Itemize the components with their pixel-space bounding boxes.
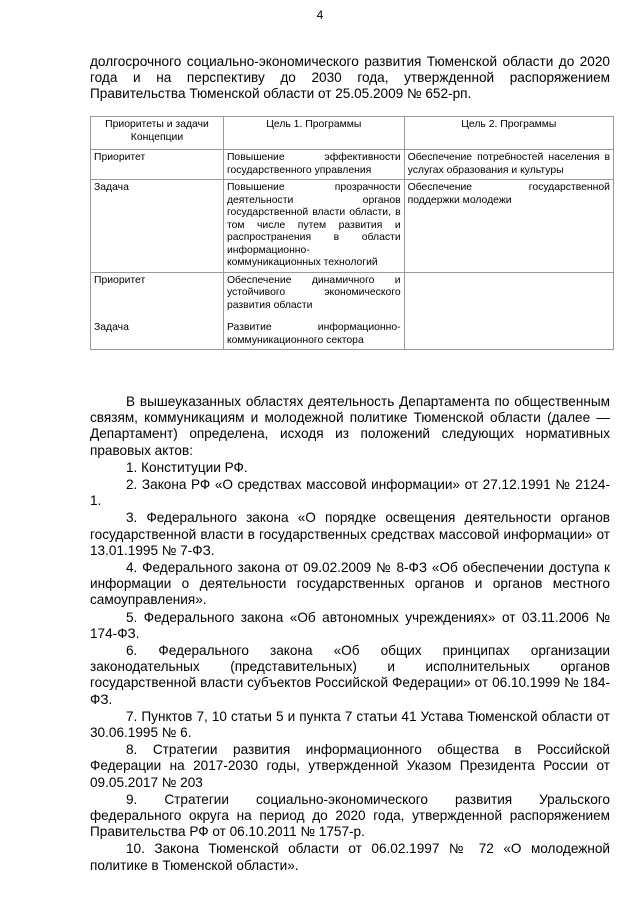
list-item: 5. Федерального закона «Об автономных учреждениях» от 03.11.2006 № 174-ФЗ. [90,609,610,641]
paragraph-intro: В вышеуказанных областях деятельность Департамента по общественным связям, коммуникациям и молодежной политике Тюменской области (далее — Департамент) определена, исходя из положений следующих нормативных правовых актов: [90,394,610,458]
table-cell: Повышение эффективности государственного управления [223,150,404,180]
table-cell [404,272,613,320]
list-item: 9. Стратегии социально-экономического развития Уральского федерального округа на период до 2020 года, утвержденной распоряжением Правительства РФ от 06.10.2011 № 1757-р. [90,791,610,840]
table-row [91,180,614,273]
list-item: 1. Конституции РФ. [126,459,248,475]
table-cell: Обеспечение динамичного и устойчивого экономического развития области [223,272,404,320]
intro-text: долгосрочного социально-экономического развития Тюменской области до 2020 года и на перспективу до 2030 года, утвержденной распоряжением Правительства Тюменской области от 25.05.2009 № 652-рп. [90,54,610,101]
table-row [91,150,614,180]
list-item: 7. Пунктов 7, 10 статьи 5 и пункта 7 статьи 41 Устава Тюменской области от 30.06.1995 № 6. [90,708,610,741]
intro-paragraph [90,54,610,102]
table-cell: Обеспечение потребностей населения в услугах образования и культуры [404,150,613,180]
page-number: 4 [316,8,324,22]
table-cell: Приоритет [91,272,224,320]
list-item: 2. Закона РФ «О средствах массовой информации» от 27.12.1991 № 2124-1. [90,477,610,509]
table-cell [404,320,613,350]
table-header-priorities: Приоритеты и задачи Концепции [91,117,224,150]
table-cell: Задача [91,180,224,273]
list-item: 10. Закона Тюменской области от 06.02.1997 № 72 «О молодежной политике в Тюменской области». [90,841,610,873]
table-row [91,272,614,320]
table-cell: Задача [91,320,224,350]
table-header-goal1: Цель 1. Программы [223,117,404,150]
legal-acts-section [90,394,610,875]
table-cell: Приоритет [91,150,224,180]
list-item: 4. Федерального закона от 09.02.2009 № 8-ФЗ «Об обеспечении доступа к информации о деятельности государственных органов и органов местного самоуправления». [90,560,610,608]
table-header-row [91,117,614,150]
list-item: 3. Федерального закона «О порядке освещения деятельности органов государственной власти в государственных средствах массовой информации» от 13.01.1995 № 7-ФЗ. [90,510,610,558]
table-cell: Повышение прозрачности деятельности органов государственной власти области, в том числе путем развития и распространения в области информационно-коммуникационных технологий [223,180,404,273]
concept-table [90,116,614,350]
table-cell: Обеспечение государственной поддержки молодежи [404,180,613,273]
list-item: 6. Федерального закона «Об общих принципах организации законодательных (представительных) и исполнительных органов государственной власти субъектов Российской Федерации» от 06.10.1999 № 184-ФЗ. [90,643,610,707]
table-header-goal2: Цель 2. Программы [404,117,613,150]
list-item: 8. Стратегии развития информационного общества в Российской Федерации на 2017-2030 годы, утвержденной Указом Президента России от 09.05.2017 № 203 [90,742,610,790]
table-cell: Развитие информационно-коммуникационного сектора [223,320,404,350]
table-row [91,320,614,350]
